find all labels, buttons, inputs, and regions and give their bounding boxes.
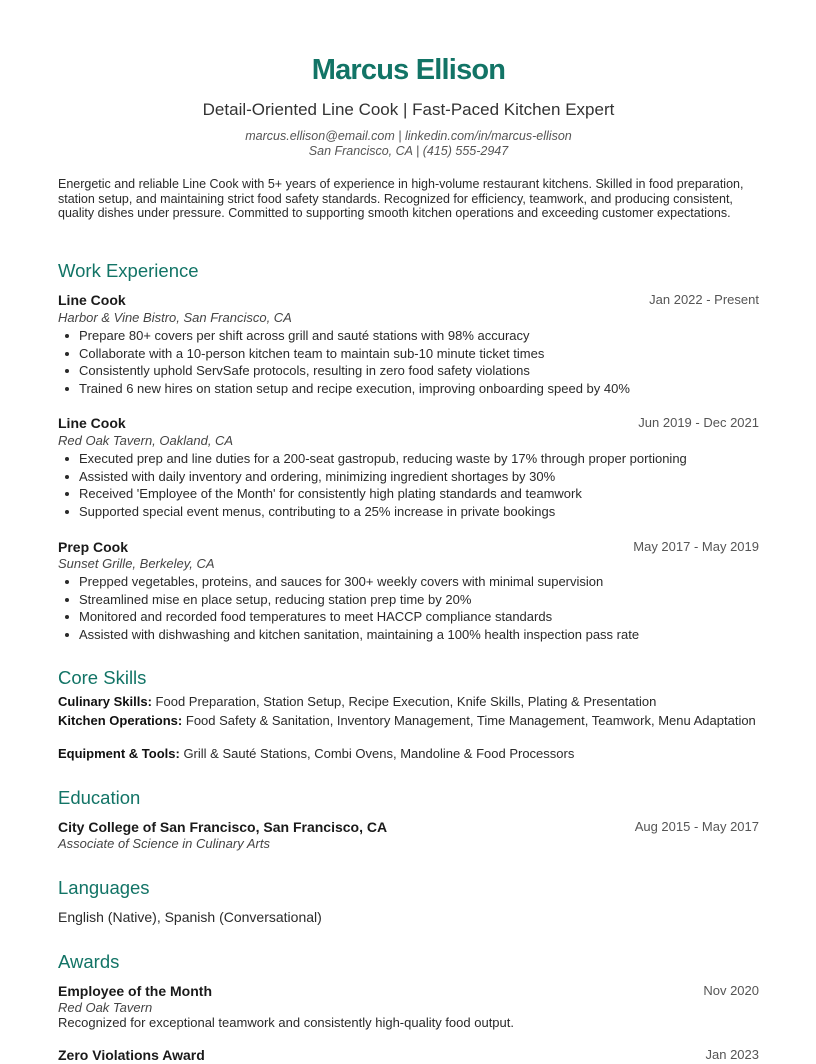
job-dates: Jun 2019 - Dec 2021 bbox=[638, 415, 759, 430]
job-employer: Harbor & Vine Bistro, San Francisco, CA bbox=[58, 310, 292, 325]
skill-line bbox=[58, 747, 759, 762]
school-name: City College of San Francisco, San Francisco, CA bbox=[58, 819, 388, 835]
skill-value: Grill & Sauté Stations, Combi Ovens, Mandoline & Food Processors bbox=[183, 746, 575, 761]
candidate-name: Marcus Ellison bbox=[311, 54, 506, 86]
degree: Associate of Science in Culinary Arts bbox=[58, 836, 270, 851]
section-title-experience: Work Experience bbox=[58, 260, 199, 281]
job-bullet: Monitored and recorded food temperatures to meet HACCP compliance standards bbox=[79, 608, 759, 626]
job-bullets bbox=[58, 327, 759, 397]
section-title-awards: Awards bbox=[58, 951, 120, 972]
job-dates: Jan 2022 - Present bbox=[649, 292, 759, 307]
languages-list: English (Native), Spanish (Conversational) bbox=[58, 909, 322, 925]
job-bullet: Trained 6 new hires on station setup and recipe execution, improving onboarding speed by 40% bbox=[79, 380, 759, 398]
job-bullet: Supported special event menus, contributing to a 25% increase in private bookings bbox=[79, 503, 759, 521]
job-bullet: Consistently uphold ServSafe protocols, resulting in zero food safety violations bbox=[79, 362, 759, 380]
job-header bbox=[58, 414, 759, 432]
job-bullets bbox=[58, 573, 759, 643]
job-employer: Red Oak Tavern, Oakland, CA bbox=[58, 433, 234, 448]
skill-label: Culinary Skills: bbox=[58, 694, 152, 709]
skill-line bbox=[58, 714, 759, 729]
job-bullet: Prepped vegetables, proteins, and sauces for 300+ weekly covers with minimal supervision bbox=[79, 573, 759, 591]
job-employer: Sunset Grille, Berkeley, CA bbox=[58, 556, 215, 571]
award-header bbox=[58, 982, 759, 1000]
job-bullet: Received 'Employee of the Month' for consistently high plating standards and teamwork bbox=[79, 485, 759, 503]
job-bullet: Prepare 80+ covers per shift across grill and sauté stations with 98% accuracy bbox=[79, 327, 759, 345]
education-header bbox=[58, 818, 759, 836]
skill-label: Equipment & Tools: bbox=[58, 746, 180, 761]
education-dates: Aug 2015 - May 2017 bbox=[634, 819, 759, 834]
job-header bbox=[58, 538, 759, 556]
professional-summary: Energetic and reliable Line Cook with 5+ years of experience in high-volume restaurant kitchens. Skilled in food preparation, station setup, and maintaining strict food safety standards. Recognized for efficiency, teamwork, and producing consistent, quality dishes under pressure. Committed to supporting smooth kitchen operations and exceeding customer expectations. bbox=[58, 177, 744, 220]
award-date: Jan 2023 bbox=[705, 1047, 759, 1062]
skill-value: Food Safety & Sanitation, Inventory Management, Time Management, Teamwork, Menu Adaptation bbox=[185, 713, 756, 728]
job-bullets bbox=[58, 450, 759, 520]
job-title: Line Cook bbox=[58, 415, 126, 431]
award-org: Red Oak Tavern bbox=[58, 1000, 153, 1015]
job-title: Prep Cook bbox=[58, 539, 129, 555]
job-bullet: Assisted with dishwashing and kitchen sanitation, maintaining a 100% health inspection pass rate bbox=[79, 626, 759, 644]
skill-value: Food Preparation, Station Setup, Recipe Execution, Knife Skills, Plating & Presentation bbox=[155, 694, 657, 709]
job-bullet: Collaborate with a 10-person kitchen team to maintain sub-10 minute ticket times bbox=[79, 345, 759, 363]
section-title-education: Education bbox=[58, 787, 141, 808]
award-name: Zero Violations Award bbox=[58, 1047, 205, 1063]
award-date: Nov 2020 bbox=[703, 983, 759, 998]
award-name: Employee of the Month bbox=[58, 983, 212, 999]
job-title: Line Cook bbox=[58, 292, 126, 308]
job-bullet: Assisted with daily inventory and ordering, minimizing ingredient shortages by 30% bbox=[79, 468, 759, 486]
award-description: Recognized for exceptional teamwork and consistently high-quality food output. bbox=[58, 1015, 514, 1030]
headline: Detail-Oriented Line Cook | Fast-Paced Kitchen Expert bbox=[202, 100, 615, 119]
job-dates: May 2017 - May 2019 bbox=[633, 539, 759, 554]
award-header bbox=[58, 1046, 759, 1064]
contact-email-linkedin: marcus.ellison@email.com | linkedin.com/in/marcus-ellison bbox=[245, 129, 572, 143]
skill-line bbox=[58, 695, 759, 710]
job-bullet: Streamlined mise en place setup, reducing station prep time by 20% bbox=[79, 591, 759, 609]
skill-label: Kitchen Operations: bbox=[58, 713, 183, 728]
section-title-skills: Core Skills bbox=[58, 667, 147, 688]
section-title-languages: Languages bbox=[58, 877, 150, 898]
contact-location-phone: San Francisco, CA | (415) 555-2947 bbox=[308, 144, 509, 158]
job-bullet: Executed prep and line duties for a 200-seat gastropub, reducing waste by 17% through proper portioning bbox=[79, 450, 759, 468]
job-header bbox=[58, 291, 759, 309]
